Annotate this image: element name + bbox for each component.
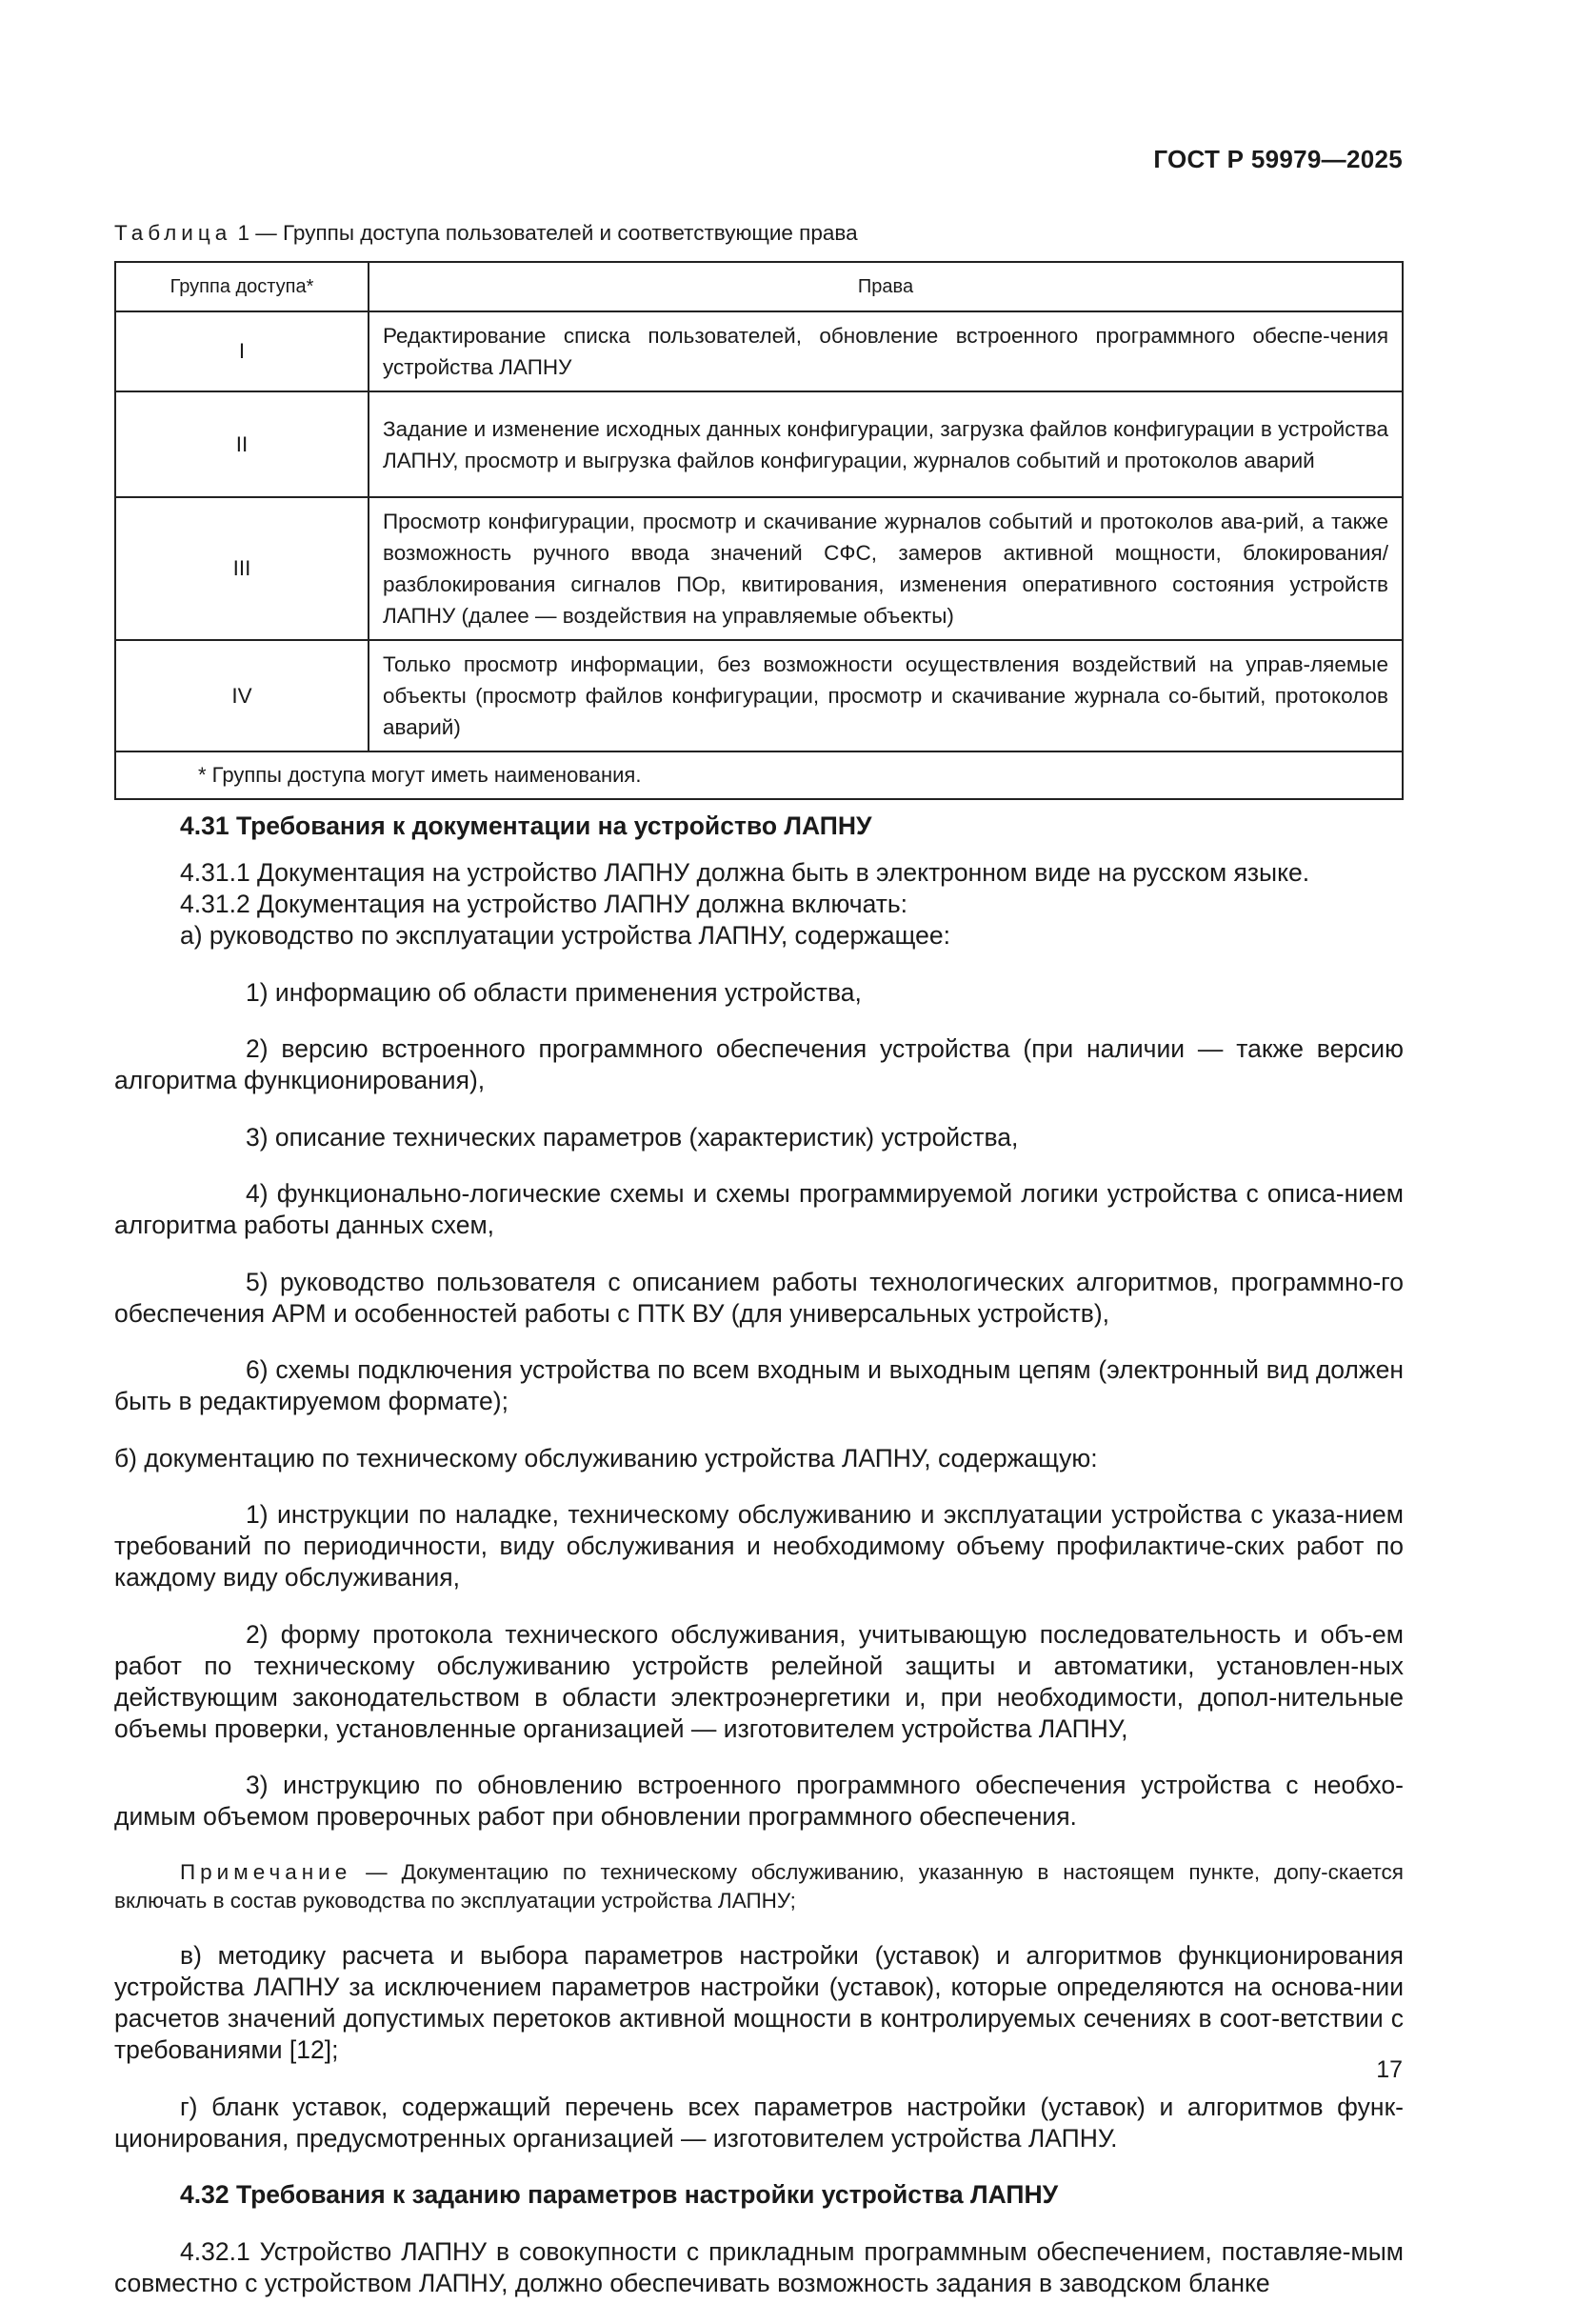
list-item-a5: 5) руководство пользователя с описанием работы технологических алгоритмов, программно-го обеспечения АРМ и особенностей работы с ПТК ВУ (для универсальных устройств), bbox=[114, 1267, 1404, 1328]
list-item-a3: 3) описание технических параметров (характеристик) устройства, bbox=[246, 1122, 1019, 1152]
table-caption-label: Таблица bbox=[114, 221, 232, 245]
note-label: Примечание bbox=[180, 1859, 352, 1884]
list-item-b1: 1) инструкции по наладке, техническому обслуживанию и эксплуатации устройства с указа-нием требований по периодичности, виду обслуживания и необходимому объему профилактиче-ских работ по каждому виду обслуживания, bbox=[114, 1500, 1404, 1592]
document-code: ГОСТ Р 59979—2025 bbox=[1153, 145, 1403, 173]
paragraph-4-31-2: 4.31.2 Документация на устройство ЛАПНУ должна включать: bbox=[180, 890, 908, 918]
page-number: 17 bbox=[1376, 2056, 1403, 2083]
group-cell: I bbox=[115, 311, 369, 391]
list-item-a4: 4) функционально-логические схемы и схемы программируемой логики устройства с описа-нием алгоритма работы данных схем, bbox=[114, 1179, 1404, 1239]
table-caption-text: 1 — Группы доступа пользователей и соответствующие права bbox=[237, 221, 858, 245]
list-item-a1: 1) информацию об области применения устройства, bbox=[246, 977, 862, 1007]
group-cell: III bbox=[115, 497, 369, 640]
table-footnote-row bbox=[115, 751, 1403, 799]
rights-cell: Только просмотр информации, без возможности осуществления воздействий на управ-ляемые объекты (просмотр файлов конфигурации, просмотр и скачивание журнала со-бытий, протоколов аварий) bbox=[369, 640, 1403, 751]
column-header-group: Группа доступа* bbox=[115, 262, 369, 311]
note bbox=[114, 1858, 1404, 1915]
table-row bbox=[115, 640, 1403, 751]
section-4-31 bbox=[114, 811, 1404, 2324]
list-item-g: г) бланк уставок, содержащий перечень всех параметров настройки (уставок) и алгоритмов функ-ционирования, предусмотренных организацией — изготовителем устройства ЛАПНУ. bbox=[114, 2092, 1404, 2153]
column-header-rights: Права bbox=[369, 262, 1403, 311]
paragraph-4-32-1: 4.32.1 Устройство ЛАПНУ в совокупности с прикладным программным обеспечением, поставляе-мым совместно с устройством ЛАПНУ, должно обеспечивать возможность задания в заводском бланке bbox=[114, 2236, 1404, 2297]
table-row bbox=[115, 497, 1403, 640]
table-header-row bbox=[115, 262, 1403, 311]
table-footnote: * Группы доступа могут иметь наименования. bbox=[115, 751, 1403, 799]
rights-cell: Задание и изменение исходных данных конфигурации, загрузка файлов конфигурации в устройства ЛАПНУ, просмотр и выгрузка файлов конфигурации, журналов событий и протоколов аварий bbox=[369, 391, 1403, 497]
section-heading-4-31: 4.31 Требования к документации на устройство ЛАПНУ bbox=[180, 811, 872, 840]
paragraph-4-31-1: 4.31.1 Документация на устройство ЛАПНУ должна быть в электронном виде на русском языке. bbox=[180, 858, 1310, 887]
group-cell: IV bbox=[115, 640, 369, 751]
list-item-b3: 3) инструкцию по обновлению встроенного программного обеспечения устройства с необхо-димым объемом проверочных работ при обновлении программного обеспечения. bbox=[114, 1771, 1404, 1831]
group-cell: II bbox=[115, 391, 369, 497]
list-item-a2: 2) версию встроенного программного обеспечения устройства (при наличии — также версию алгоритма функционирования), bbox=[114, 1034, 1404, 1094]
list-item-b: б) документацию по техническому обслуживанию устройства ЛАПНУ, содержащую: bbox=[114, 1443, 1098, 1473]
list-item-b2: 2) форму протокола технического обслуживания, учитывающую последовательность и объ-ем работ по техническому обслуживанию устройств релейной защиты и автоматики, установлен-ных действующим законодательством в области электроэнергетики и, при необходимости, допол-нительные объемы проверки, установленные организацией — изготовителем устройства ЛАПНУ, bbox=[114, 1619, 1404, 1743]
list-item-a: а) руководство по эксплуатации устройства ЛАПНУ, содержащее: bbox=[180, 921, 951, 950]
rights-cell: Редактирование списка пользователей, обновление встроенного программного обеспе-чения устройства ЛАПНУ bbox=[369, 311, 1403, 391]
section-heading-4-32: 4.32 Требования к заданию параметров настройки устройства ЛАПНУ bbox=[180, 2180, 1059, 2209]
note-text: — Документацию по техническому обслуживанию, указанную в настоящем пункте, допу-скается включать в состав руководства по эксплуатации устройства ЛАПНУ; bbox=[114, 1859, 1404, 1913]
table-row bbox=[115, 391, 1403, 497]
list-item-a6: 6) схемы подключения устройства по всем входным и выходным цепям (электронный вид должен быть в редактируемом формате); bbox=[114, 1355, 1404, 1415]
access-rights-table bbox=[114, 261, 1404, 800]
list-item-v: в) методику расчета и выбора параметров настройки (уставок) и алгоритмов функционирования устройства ЛАПНУ за исключением параметров настройки (уставок), которые определяются на основа-нии расчетов значений допустимых перетоков активной мощности в контролируемых сечениях в соот-ветствии с требованиями [12]; bbox=[114, 1941, 1404, 2064]
table-caption bbox=[114, 221, 858, 246]
table-row bbox=[115, 311, 1403, 391]
rights-cell: Просмотр конфигурации, просмотр и скачивание журналов событий и протоколов ава-рий, а также возможность ручного ввода значений СФС, замеров активной мощности, блокирования/разблокирования сигналов ПОр, квитирования, изменения оперативного состояния устройств ЛАПНУ (далее — воздействия на управляемые объекты) bbox=[369, 497, 1403, 640]
